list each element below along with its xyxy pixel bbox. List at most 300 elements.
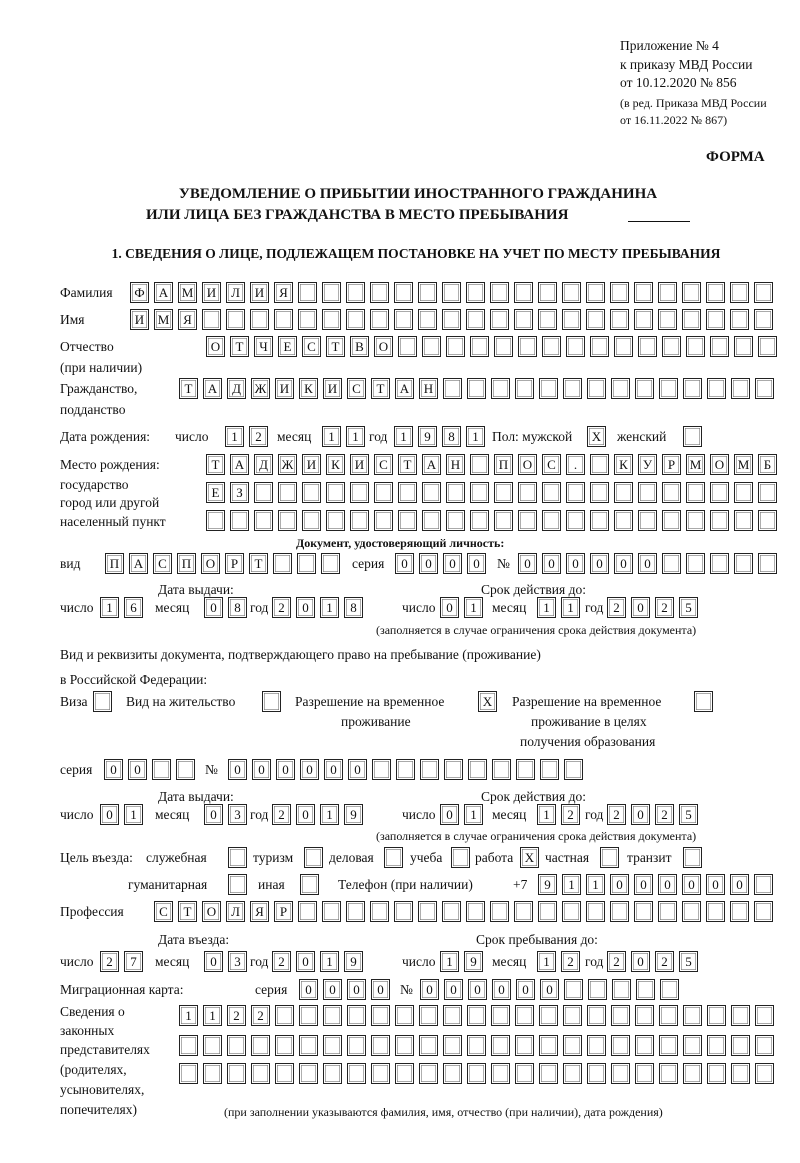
char-cell[interactable]: 2 xyxy=(249,426,268,447)
char-cell[interactable] xyxy=(734,553,753,574)
char-cell[interactable] xyxy=(346,901,365,922)
char-cell[interactable] xyxy=(754,901,773,922)
char-cell[interactable] xyxy=(590,336,609,357)
char-cell[interactable]: М xyxy=(178,282,197,303)
char-cell[interactable]: 2 xyxy=(561,951,580,972)
char-cell[interactable]: 0 xyxy=(631,597,650,618)
char-cell[interactable] xyxy=(540,759,559,780)
char-cell[interactable] xyxy=(755,1005,774,1026)
char-cell[interactable]: С xyxy=(347,378,366,399)
char-cell[interactable]: Т xyxy=(326,336,345,357)
char-cell[interactable]: 0 xyxy=(296,804,315,825)
char-cell[interactable] xyxy=(659,1035,678,1056)
char-cell[interactable]: 0 xyxy=(228,759,247,780)
char-cell[interactable] xyxy=(610,282,629,303)
char-cell[interactable]: 0 xyxy=(395,553,414,574)
char-cell[interactable] xyxy=(491,1063,510,1084)
char-cell[interactable]: 9 xyxy=(538,874,557,895)
char-cell[interactable] xyxy=(228,847,247,868)
char-cell[interactable]: 2 xyxy=(251,1005,270,1026)
char-cell[interactable]: 0 xyxy=(420,979,439,1000)
char-cell[interactable]: Ж xyxy=(278,454,297,475)
char-cell[interactable]: 9 xyxy=(344,804,363,825)
char-cell[interactable] xyxy=(683,847,702,868)
char-cell[interactable]: О xyxy=(374,336,393,357)
char-cell[interactable]: А xyxy=(203,378,222,399)
char-cell[interactable]: 2 xyxy=(655,597,674,618)
char-cell[interactable]: 0 xyxy=(706,874,725,895)
char-cell[interactable] xyxy=(371,1063,390,1084)
char-cell[interactable] xyxy=(518,482,537,503)
char-cell[interactable] xyxy=(539,1035,558,1056)
char-cell[interactable]: 1 xyxy=(322,426,341,447)
char-cell[interactable] xyxy=(443,1005,462,1026)
char-cell[interactable] xyxy=(468,759,487,780)
char-cell[interactable] xyxy=(179,1063,198,1084)
char-cell[interactable] xyxy=(682,309,701,330)
char-cell[interactable]: Ч xyxy=(254,336,273,357)
char-cell[interactable] xyxy=(758,482,777,503)
char-cell[interactable] xyxy=(683,426,702,447)
char-cell[interactable]: К xyxy=(326,454,345,475)
char-cell[interactable]: И xyxy=(323,378,342,399)
char-cell[interactable] xyxy=(638,482,657,503)
char-cell[interactable] xyxy=(682,901,701,922)
char-cell[interactable] xyxy=(538,282,557,303)
char-cell[interactable] xyxy=(370,309,389,330)
char-cell[interactable]: 0 xyxy=(324,759,343,780)
char-cell[interactable] xyxy=(611,1035,630,1056)
char-cell[interactable] xyxy=(323,1063,342,1084)
char-cell[interactable] xyxy=(494,510,513,531)
char-cell[interactable]: М xyxy=(154,309,173,330)
char-cell[interactable]: 0 xyxy=(444,979,463,1000)
char-cell[interactable] xyxy=(516,759,535,780)
char-cell[interactable] xyxy=(515,1035,534,1056)
char-cell[interactable] xyxy=(299,1063,318,1084)
char-cell[interactable] xyxy=(394,901,413,922)
char-cell[interactable] xyxy=(206,510,225,531)
char-cell[interactable] xyxy=(562,309,581,330)
char-cell[interactable]: Л xyxy=(226,282,245,303)
char-cell[interactable]: 0 xyxy=(371,979,390,1000)
char-cell[interactable] xyxy=(600,847,619,868)
char-cell[interactable] xyxy=(635,1005,654,1026)
char-cell[interactable] xyxy=(610,901,629,922)
char-cell[interactable] xyxy=(634,901,653,922)
char-cell[interactable] xyxy=(466,309,485,330)
char-cell[interactable] xyxy=(638,336,657,357)
char-cell[interactable]: Я xyxy=(178,309,197,330)
char-cell[interactable] xyxy=(758,336,777,357)
char-cell[interactable] xyxy=(322,309,341,330)
char-cell[interactable] xyxy=(347,1035,366,1056)
char-cell[interactable]: 2 xyxy=(607,951,626,972)
char-cell[interactable] xyxy=(566,510,585,531)
char-cell[interactable]: 5 xyxy=(679,597,698,618)
char-cell[interactable] xyxy=(562,901,581,922)
char-cell[interactable] xyxy=(658,901,677,922)
char-cell[interactable] xyxy=(754,309,773,330)
char-cell[interactable]: М xyxy=(686,454,705,475)
char-cell[interactable] xyxy=(350,510,369,531)
char-cell[interactable] xyxy=(226,309,245,330)
char-cell[interactable]: 0 xyxy=(631,804,650,825)
char-cell[interactable] xyxy=(446,482,465,503)
char-cell[interactable] xyxy=(707,1063,726,1084)
char-cell[interactable]: 0 xyxy=(252,759,271,780)
char-cell[interactable]: А xyxy=(154,282,173,303)
char-cell[interactable] xyxy=(398,482,417,503)
char-cell[interactable] xyxy=(298,901,317,922)
char-cell[interactable] xyxy=(659,1005,678,1026)
char-cell[interactable] xyxy=(491,1005,510,1026)
char-cell[interactable] xyxy=(514,901,533,922)
char-cell[interactable] xyxy=(611,1005,630,1026)
char-cell[interactable] xyxy=(662,336,681,357)
char-cell[interactable]: 1 xyxy=(537,951,556,972)
char-cell[interactable]: А xyxy=(422,454,441,475)
char-cell[interactable]: 1 xyxy=(203,1005,222,1026)
char-cell[interactable]: 1 xyxy=(586,874,605,895)
char-cell[interactable] xyxy=(299,1035,318,1056)
char-cell[interactable] xyxy=(422,336,441,357)
char-cell[interactable] xyxy=(634,309,653,330)
char-cell[interactable]: 0 xyxy=(516,979,535,1000)
char-cell[interactable] xyxy=(758,510,777,531)
char-cell[interactable] xyxy=(539,1063,558,1084)
char-cell[interactable] xyxy=(371,1005,390,1026)
char-cell[interactable] xyxy=(542,336,561,357)
char-cell[interactable] xyxy=(322,282,341,303)
char-cell[interactable] xyxy=(370,282,389,303)
char-cell[interactable]: 1 xyxy=(100,597,119,618)
char-cell[interactable] xyxy=(230,510,249,531)
char-cell[interactable] xyxy=(326,510,345,531)
char-cell[interactable] xyxy=(275,1035,294,1056)
char-cell[interactable]: 2 xyxy=(272,804,291,825)
char-cell[interactable] xyxy=(275,1005,294,1026)
char-cell[interactable] xyxy=(710,336,729,357)
char-cell[interactable]: 0 xyxy=(296,951,315,972)
char-cell[interactable] xyxy=(418,901,437,922)
char-cell[interactable] xyxy=(614,482,633,503)
char-cell[interactable] xyxy=(470,336,489,357)
char-cell[interactable] xyxy=(586,282,605,303)
char-cell[interactable] xyxy=(374,482,393,503)
char-cell[interactable]: 0 xyxy=(610,874,629,895)
char-cell[interactable] xyxy=(419,1005,438,1026)
char-cell[interactable] xyxy=(350,482,369,503)
char-cell[interactable] xyxy=(587,1063,606,1084)
char-cell[interactable] xyxy=(539,1005,558,1026)
char-cell[interactable]: О xyxy=(206,336,225,357)
char-cell[interactable]: О xyxy=(710,454,729,475)
char-cell[interactable] xyxy=(442,282,461,303)
char-cell[interactable] xyxy=(662,510,681,531)
char-cell[interactable] xyxy=(444,759,463,780)
char-cell[interactable] xyxy=(590,510,609,531)
char-cell[interactable] xyxy=(710,482,729,503)
char-cell[interactable]: 0 xyxy=(104,759,123,780)
char-cell[interactable] xyxy=(297,553,316,574)
char-cell[interactable]: 1 xyxy=(320,951,339,972)
char-cell[interactable] xyxy=(563,1005,582,1026)
char-cell[interactable]: 1 xyxy=(320,804,339,825)
char-cell[interactable]: Е xyxy=(206,482,225,503)
char-cell[interactable] xyxy=(467,1005,486,1026)
char-cell[interactable] xyxy=(588,979,607,1000)
char-cell[interactable]: 1 xyxy=(320,597,339,618)
char-cell[interactable]: 8 xyxy=(344,597,363,618)
char-cell[interactable] xyxy=(658,282,677,303)
char-cell[interactable] xyxy=(686,553,705,574)
char-cell[interactable]: П xyxy=(177,553,196,574)
char-cell[interactable] xyxy=(731,1005,750,1026)
char-cell[interactable]: Б xyxy=(758,454,777,475)
char-cell[interactable]: 1 xyxy=(440,951,459,972)
char-cell[interactable] xyxy=(451,847,470,868)
char-cell[interactable] xyxy=(635,1035,654,1056)
char-cell[interactable] xyxy=(227,1035,246,1056)
char-cell[interactable]: А xyxy=(395,378,414,399)
char-cell[interactable] xyxy=(563,378,582,399)
char-cell[interactable] xyxy=(734,336,753,357)
char-cell[interactable] xyxy=(683,1005,702,1026)
char-cell[interactable] xyxy=(422,510,441,531)
char-cell[interactable] xyxy=(398,510,417,531)
char-cell[interactable] xyxy=(228,874,247,895)
char-cell[interactable]: Т xyxy=(398,454,417,475)
char-cell[interactable]: 1 xyxy=(346,426,365,447)
char-cell[interactable]: 0 xyxy=(518,553,537,574)
char-cell[interactable]: С xyxy=(153,553,172,574)
char-cell[interactable] xyxy=(273,553,292,574)
char-cell[interactable]: 3 xyxy=(228,951,247,972)
char-cell[interactable]: 9 xyxy=(418,426,437,447)
char-cell[interactable] xyxy=(467,1035,486,1056)
char-cell[interactable] xyxy=(203,1035,222,1056)
char-cell[interactable] xyxy=(442,309,461,330)
char-cell[interactable] xyxy=(419,1035,438,1056)
char-cell[interactable]: Н xyxy=(446,454,465,475)
char-cell[interactable] xyxy=(755,378,774,399)
char-cell[interactable] xyxy=(515,378,534,399)
char-cell[interactable] xyxy=(610,309,629,330)
char-cell[interactable] xyxy=(514,309,533,330)
char-cell[interactable]: С xyxy=(374,454,393,475)
char-cell[interactable] xyxy=(515,1063,534,1084)
char-cell[interactable]: И xyxy=(275,378,294,399)
char-cell[interactable] xyxy=(659,1063,678,1084)
char-cell[interactable] xyxy=(683,1063,702,1084)
char-cell[interactable] xyxy=(494,482,513,503)
char-cell[interactable]: Н xyxy=(419,378,438,399)
char-cell[interactable] xyxy=(152,759,171,780)
char-cell[interactable]: Ж xyxy=(251,378,270,399)
char-cell[interactable]: 0 xyxy=(566,553,585,574)
char-cell[interactable] xyxy=(538,901,557,922)
char-cell[interactable]: 0 xyxy=(614,553,633,574)
char-cell[interactable]: 1 xyxy=(179,1005,198,1026)
char-cell[interactable] xyxy=(443,378,462,399)
char-cell[interactable] xyxy=(203,1063,222,1084)
char-cell[interactable]: Р xyxy=(225,553,244,574)
char-cell[interactable]: О xyxy=(518,454,537,475)
char-cell[interactable] xyxy=(612,979,631,1000)
char-cell[interactable] xyxy=(563,1035,582,1056)
char-cell[interactable]: Р xyxy=(274,901,293,922)
char-cell[interactable] xyxy=(634,282,653,303)
char-cell[interactable]: 0 xyxy=(467,553,486,574)
char-cell[interactable] xyxy=(587,1005,606,1026)
char-cell[interactable] xyxy=(398,336,417,357)
char-cell[interactable] xyxy=(442,901,461,922)
char-cell[interactable] xyxy=(422,482,441,503)
char-cell[interactable] xyxy=(490,901,509,922)
char-cell[interactable] xyxy=(395,1063,414,1084)
char-cell[interactable] xyxy=(518,510,537,531)
char-cell[interactable]: 0 xyxy=(276,759,295,780)
char-cell[interactable] xyxy=(730,309,749,330)
char-cell[interactable]: X xyxy=(587,426,606,447)
char-cell[interactable]: Т xyxy=(178,901,197,922)
char-cell[interactable]: К xyxy=(299,378,318,399)
char-cell[interactable] xyxy=(299,1005,318,1026)
char-cell[interactable]: 2 xyxy=(655,951,674,972)
char-cell[interactable]: 1 xyxy=(466,426,485,447)
char-cell[interactable]: П xyxy=(494,454,513,475)
char-cell[interactable]: 0 xyxy=(631,951,650,972)
char-cell[interactable] xyxy=(323,1005,342,1026)
char-cell[interactable] xyxy=(370,901,389,922)
char-cell[interactable] xyxy=(707,1035,726,1056)
char-cell[interactable]: 0 xyxy=(540,979,559,1000)
char-cell[interactable] xyxy=(538,309,557,330)
char-cell[interactable] xyxy=(734,510,753,531)
char-cell[interactable] xyxy=(635,1063,654,1084)
char-cell[interactable]: 9 xyxy=(464,951,483,972)
char-cell[interactable] xyxy=(396,759,415,780)
char-cell[interactable]: 9 xyxy=(344,951,363,972)
char-cell[interactable] xyxy=(614,510,633,531)
char-cell[interactable]: 3 xyxy=(228,804,247,825)
char-cell[interactable] xyxy=(176,759,195,780)
char-cell[interactable] xyxy=(251,1063,270,1084)
char-cell[interactable] xyxy=(755,1063,774,1084)
char-cell[interactable]: А xyxy=(230,454,249,475)
char-cell[interactable]: 1 xyxy=(464,804,483,825)
char-cell[interactable] xyxy=(346,282,365,303)
char-cell[interactable]: М xyxy=(734,454,753,475)
char-cell[interactable] xyxy=(394,282,413,303)
char-cell[interactable] xyxy=(683,1035,702,1056)
char-cell[interactable] xyxy=(614,336,633,357)
char-cell[interactable] xyxy=(490,309,509,330)
char-cell[interactable]: 0 xyxy=(296,597,315,618)
char-cell[interactable] xyxy=(707,1005,726,1026)
char-cell[interactable]: 0 xyxy=(658,874,677,895)
char-cell[interactable] xyxy=(562,282,581,303)
char-cell[interactable]: 8 xyxy=(442,426,461,447)
char-cell[interactable]: 0 xyxy=(419,553,438,574)
char-cell[interactable] xyxy=(660,979,679,1000)
char-cell[interactable]: Т xyxy=(230,336,249,357)
char-cell[interactable] xyxy=(587,378,606,399)
char-cell[interactable] xyxy=(564,759,583,780)
char-cell[interactable] xyxy=(326,482,345,503)
char-cell[interactable] xyxy=(542,510,561,531)
char-cell[interactable] xyxy=(662,482,681,503)
char-cell[interactable] xyxy=(587,1035,606,1056)
char-cell[interactable]: С xyxy=(154,901,173,922)
char-cell[interactable]: 0 xyxy=(348,759,367,780)
char-cell[interactable]: Т xyxy=(206,454,225,475)
char-cell[interactable] xyxy=(638,510,657,531)
char-cell[interactable] xyxy=(706,309,725,330)
char-cell[interactable] xyxy=(302,510,321,531)
char-cell[interactable] xyxy=(494,336,513,357)
char-cell[interactable] xyxy=(682,282,701,303)
char-cell[interactable] xyxy=(323,1035,342,1056)
char-cell[interactable] xyxy=(298,309,317,330)
char-cell[interactable] xyxy=(754,282,773,303)
char-cell[interactable] xyxy=(710,553,729,574)
char-cell[interactable] xyxy=(419,1063,438,1084)
char-cell[interactable] xyxy=(710,510,729,531)
char-cell[interactable] xyxy=(467,1063,486,1084)
char-cell[interactable] xyxy=(202,309,221,330)
char-cell[interactable]: 0 xyxy=(100,804,119,825)
char-cell[interactable] xyxy=(254,482,273,503)
char-cell[interactable] xyxy=(706,901,725,922)
char-cell[interactable]: У xyxy=(638,454,657,475)
char-cell[interactable] xyxy=(492,759,511,780)
char-cell[interactable] xyxy=(250,309,269,330)
char-cell[interactable] xyxy=(686,482,705,503)
char-cell[interactable] xyxy=(515,1005,534,1026)
char-cell[interactable]: С xyxy=(542,454,561,475)
char-cell[interactable] xyxy=(467,378,486,399)
char-cell[interactable] xyxy=(446,336,465,357)
char-cell[interactable]: 0 xyxy=(468,979,487,1000)
char-cell[interactable]: 0 xyxy=(440,804,459,825)
char-cell[interactable]: Ф xyxy=(130,282,149,303)
char-cell[interactable]: 2 xyxy=(607,804,626,825)
char-cell[interactable]: 0 xyxy=(682,874,701,895)
char-cell[interactable]: 0 xyxy=(730,874,749,895)
char-cell[interactable]: 2 xyxy=(227,1005,246,1026)
char-cell[interactable] xyxy=(683,378,702,399)
char-cell[interactable] xyxy=(635,378,654,399)
char-cell[interactable]: 0 xyxy=(323,979,342,1000)
char-cell[interactable] xyxy=(394,309,413,330)
char-cell[interactable] xyxy=(470,510,489,531)
char-cell[interactable]: 0 xyxy=(542,553,561,574)
char-cell[interactable]: О xyxy=(201,553,220,574)
char-cell[interactable] xyxy=(731,378,750,399)
char-cell[interactable]: 0 xyxy=(634,874,653,895)
char-cell[interactable]: 0 xyxy=(204,597,223,618)
char-cell[interactable]: 2 xyxy=(100,951,119,972)
char-cell[interactable]: И xyxy=(302,454,321,475)
char-cell[interactable] xyxy=(758,553,777,574)
char-cell[interactable] xyxy=(443,1063,462,1084)
char-cell[interactable]: 0 xyxy=(204,804,223,825)
char-cell[interactable] xyxy=(262,691,281,712)
char-cell[interactable] xyxy=(251,1035,270,1056)
char-cell[interactable] xyxy=(514,282,533,303)
